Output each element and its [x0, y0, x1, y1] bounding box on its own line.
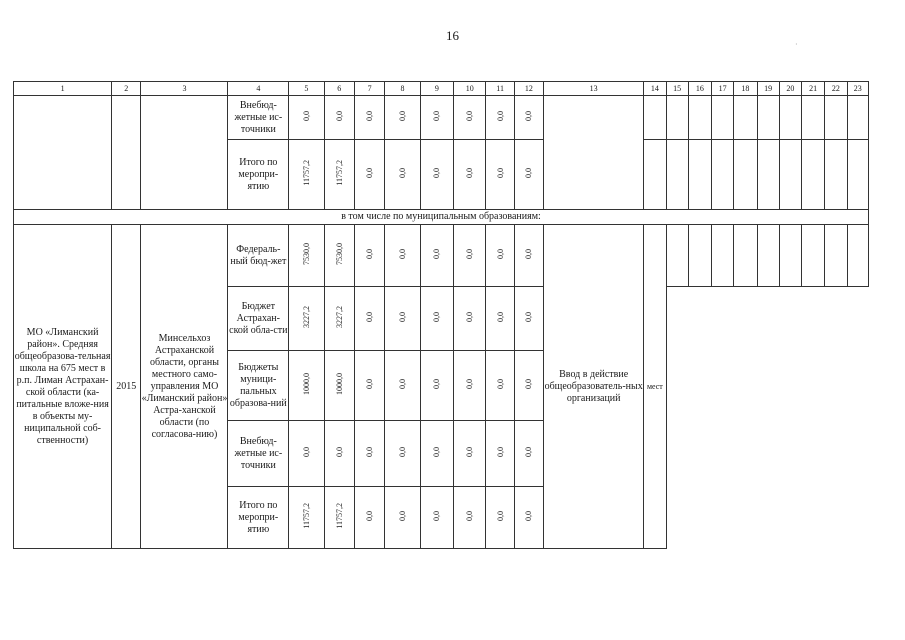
empty-cell — [688, 225, 711, 287]
column-number: 13 — [544, 82, 644, 96]
funding-source: Итого по меропри-ятию — [228, 487, 289, 549]
column-number: 1 — [14, 82, 112, 96]
cell-value: 0,0 — [524, 248, 534, 259]
amount-cell — [454, 96, 486, 140]
empty-cell — [734, 140, 757, 210]
empty-cell — [757, 96, 779, 140]
funding-source: Бюджет Астрахан-ской обла-сти — [228, 287, 289, 351]
cell-value: 0,0 — [524, 110, 534, 121]
empty-cell — [112, 96, 141, 210]
empty-cell — [802, 96, 825, 140]
cell-value: 0,0 — [432, 167, 442, 178]
column-number: 18 — [734, 82, 757, 96]
subheader-row — [14, 210, 869, 225]
amount-cell — [514, 96, 543, 140]
cell-value: 0,0 — [432, 248, 442, 259]
column-number: 15 — [666, 82, 688, 96]
cell-value: 0,0 — [397, 311, 407, 322]
cell-value: 11757,2 — [301, 502, 311, 529]
amount-cell — [385, 140, 420, 210]
amount-cell — [289, 351, 324, 421]
empty-cell — [779, 96, 801, 140]
amount-cell — [385, 487, 420, 549]
empty-cell — [141, 96, 228, 210]
cell-value: 0,0 — [465, 167, 475, 178]
cell-value: 0,0 — [397, 446, 407, 457]
amount-cell — [454, 287, 486, 351]
cell-value: 0,0 — [301, 446, 311, 457]
cell-value: 0,0 — [465, 446, 475, 457]
amount-cell — [420, 421, 453, 487]
cell-value: 0,0 — [495, 311, 505, 322]
amount-cell — [514, 421, 543, 487]
amount-cell — [420, 351, 453, 421]
amount-cell — [354, 421, 384, 487]
cell-value: 0,0 — [432, 110, 442, 121]
amount-cell — [385, 96, 420, 140]
amount-cell — [324, 421, 354, 487]
cell-value: 7530,0 — [301, 242, 311, 265]
funding-source: Федераль-ный бюд-жет — [228, 225, 289, 287]
empty-cell — [757, 140, 779, 210]
empty-cell — [734, 225, 757, 287]
empty-cell — [847, 140, 868, 210]
column-number: 5 — [289, 82, 324, 96]
column-number: 17 — [712, 82, 734, 96]
amount-cell — [454, 351, 486, 421]
column-number: 8 — [385, 82, 420, 96]
amount-cell — [454, 487, 486, 549]
cell-value: 0,0 — [397, 378, 407, 389]
amount-cell — [486, 287, 514, 351]
cell-value: 11757,2 — [334, 159, 344, 186]
empty-cell — [847, 225, 868, 287]
cell-value: 0,0 — [524, 311, 534, 322]
funding-source: Итого по меропри-ятию — [228, 140, 289, 210]
cell-value: 0,0 — [465, 311, 475, 322]
amount-cell — [385, 287, 420, 351]
column-number: 10 — [454, 82, 486, 96]
cell-value: 0,0 — [465, 510, 475, 521]
column-number-row — [14, 82, 869, 96]
cell-value: 0,0 — [465, 110, 475, 121]
amount-cell — [514, 487, 543, 549]
cell-value: 11757,2 — [334, 502, 344, 529]
cell-value: 0,0 — [365, 248, 375, 259]
amount-cell — [454, 421, 486, 487]
amount-cell — [354, 140, 384, 210]
amount-cell — [354, 351, 384, 421]
empty-cell — [825, 96, 847, 140]
column-number: 11 — [486, 82, 514, 96]
amount-cell — [514, 287, 543, 351]
cell-value: 0,0 — [495, 510, 505, 521]
cell-value: 0,0 — [334, 110, 344, 121]
amount-cell — [486, 140, 514, 210]
column-number: 22 — [825, 82, 847, 96]
column-number: 14 — [644, 82, 666, 96]
empty-cell — [847, 96, 868, 140]
cell-value: 0,0 — [495, 248, 505, 259]
empty-cell — [666, 225, 688, 287]
page-number: 16 — [446, 28, 459, 43]
cell-value: 11757,2 — [301, 159, 311, 186]
cell-value: 0,0 — [432, 378, 442, 389]
cell-value: 1000,0 — [301, 372, 311, 395]
amount-cell — [486, 351, 514, 421]
funding-row — [14, 225, 869, 287]
cell-value: 3227,2 — [334, 305, 344, 328]
empty-cell — [779, 225, 801, 287]
cell-value: 0,0 — [495, 167, 505, 178]
cell-value: 0,0 — [365, 378, 375, 389]
amount-cell — [324, 287, 354, 351]
empty-cell — [779, 140, 801, 210]
empty-cell — [544, 96, 644, 210]
funding-source: Внебюд-жетные ис-точники — [228, 421, 289, 487]
empty-cell — [644, 140, 666, 210]
amount-cell — [454, 225, 486, 287]
column-number: 4 — [228, 82, 289, 96]
amount-cell — [514, 351, 543, 421]
cell-value: 0,0 — [365, 110, 375, 121]
amount-cell — [486, 421, 514, 487]
amount-cell — [324, 487, 354, 549]
cell-value: 0,0 — [495, 378, 505, 389]
amount-cell — [354, 96, 384, 140]
cell-value: 7530,0 — [334, 242, 344, 265]
column-number: 12 — [514, 82, 543, 96]
empty-cell — [666, 140, 688, 210]
cell-value: 0,0 — [397, 110, 407, 121]
empty-cell — [802, 225, 825, 287]
cell-value: 0,0 — [365, 510, 375, 521]
empty-cell — [644, 96, 666, 140]
amount-cell — [289, 140, 324, 210]
column-number: 3 — [141, 82, 228, 96]
amount-cell — [289, 96, 324, 140]
cell-value: 0,0 — [524, 378, 534, 389]
cell-value: 0,0 — [495, 446, 505, 457]
cell-value: 0,0 — [397, 167, 407, 178]
amount-cell — [420, 487, 453, 549]
empty-cell — [14, 96, 112, 210]
amount-cell — [324, 351, 354, 421]
empty-cell — [802, 140, 825, 210]
cell-value: 0,0 — [432, 311, 442, 322]
empty-cell — [712, 140, 734, 210]
column-number: 6 — [324, 82, 354, 96]
empty-cell — [712, 225, 734, 287]
amount-cell — [420, 225, 453, 287]
cell-value: 0,0 — [465, 378, 475, 389]
unit-cell: мест — [644, 225, 666, 549]
amount-cell — [420, 140, 453, 210]
cell-value: 0,0 — [495, 110, 505, 121]
cell-value: 1000,0 — [334, 372, 344, 395]
funding-source: Внебюд-жетные ис-точники — [228, 96, 289, 140]
event-executor: Минсельхоз Астраханской области, органы местного само-управления МО «Лиманский район» Астра-ханской области (по согласова-нию) — [141, 225, 228, 549]
empty-cell — [825, 140, 847, 210]
cell-value: 0,0 — [397, 510, 407, 521]
amount-cell — [486, 96, 514, 140]
cell-value: 0,0 — [524, 446, 534, 457]
amount-cell — [289, 487, 324, 549]
cell-value: 0,0 — [365, 167, 375, 178]
funding-row — [14, 96, 869, 140]
amount-cell — [354, 225, 384, 287]
indicator-name: Ввод в действие общеобразователь-ных организаций — [544, 225, 644, 549]
cell-value: 0,0 — [365, 311, 375, 322]
column-number: 20 — [779, 82, 801, 96]
amount-cell — [420, 287, 453, 351]
amount-cell — [289, 421, 324, 487]
funding-source: Бюджеты муници-пальных образова-ний — [228, 351, 289, 421]
amount-cell — [385, 225, 420, 287]
cell-value: 0,0 — [524, 167, 534, 178]
amount-cell — [354, 487, 384, 549]
empty-cell — [688, 96, 711, 140]
event-name: МО «Лиманский район». Средняя общеобразова-тельная школа на 675 мест в р.п. Лиман Астрахан-ской области (ка-питальные вложе-ния в объекты му-ниципальной соб-ственности) — [14, 225, 112, 549]
column-number: 2 — [112, 82, 141, 96]
amount-cell — [324, 140, 354, 210]
amount-cell — [324, 96, 354, 140]
cell-value: 0,0 — [432, 510, 442, 521]
scan-speck: · — [795, 40, 798, 49]
column-number: 7 — [354, 82, 384, 96]
event-year: 2015 — [112, 225, 141, 549]
amount-cell — [486, 487, 514, 549]
amount-cell — [324, 225, 354, 287]
cell-value: 0,0 — [524, 510, 534, 521]
empty-cell — [712, 96, 734, 140]
empty-cell — [757, 225, 779, 287]
empty-cell — [688, 140, 711, 210]
cell-value: 0,0 — [334, 446, 344, 457]
column-number: 23 — [847, 82, 868, 96]
empty-cell — [825, 225, 847, 287]
column-number: 19 — [757, 82, 779, 96]
amount-cell — [454, 140, 486, 210]
column-number: 16 — [688, 82, 711, 96]
cell-value: 3227,2 — [301, 305, 311, 328]
cell-value: 0,0 — [365, 446, 375, 457]
amount-cell — [385, 351, 420, 421]
column-number: 21 — [802, 82, 825, 96]
column-number: 9 — [420, 82, 453, 96]
amount-cell — [289, 287, 324, 351]
cell-value: 0,0 — [432, 446, 442, 457]
empty-cell — [734, 96, 757, 140]
amount-cell — [514, 225, 543, 287]
amount-cell — [486, 225, 514, 287]
cell-value: 0,0 — [301, 110, 311, 121]
program-table — [13, 81, 869, 549]
amount-cell — [354, 287, 384, 351]
subheader-text: в том числе по муниципальным образованиям: — [14, 210, 869, 225]
amount-cell — [420, 96, 453, 140]
cell-value: 0,0 — [397, 248, 407, 259]
empty-cell — [666, 96, 688, 140]
amount-cell — [289, 225, 324, 287]
amount-cell — [514, 140, 543, 210]
cell-value: 0,0 — [465, 248, 475, 259]
amount-cell — [385, 421, 420, 487]
